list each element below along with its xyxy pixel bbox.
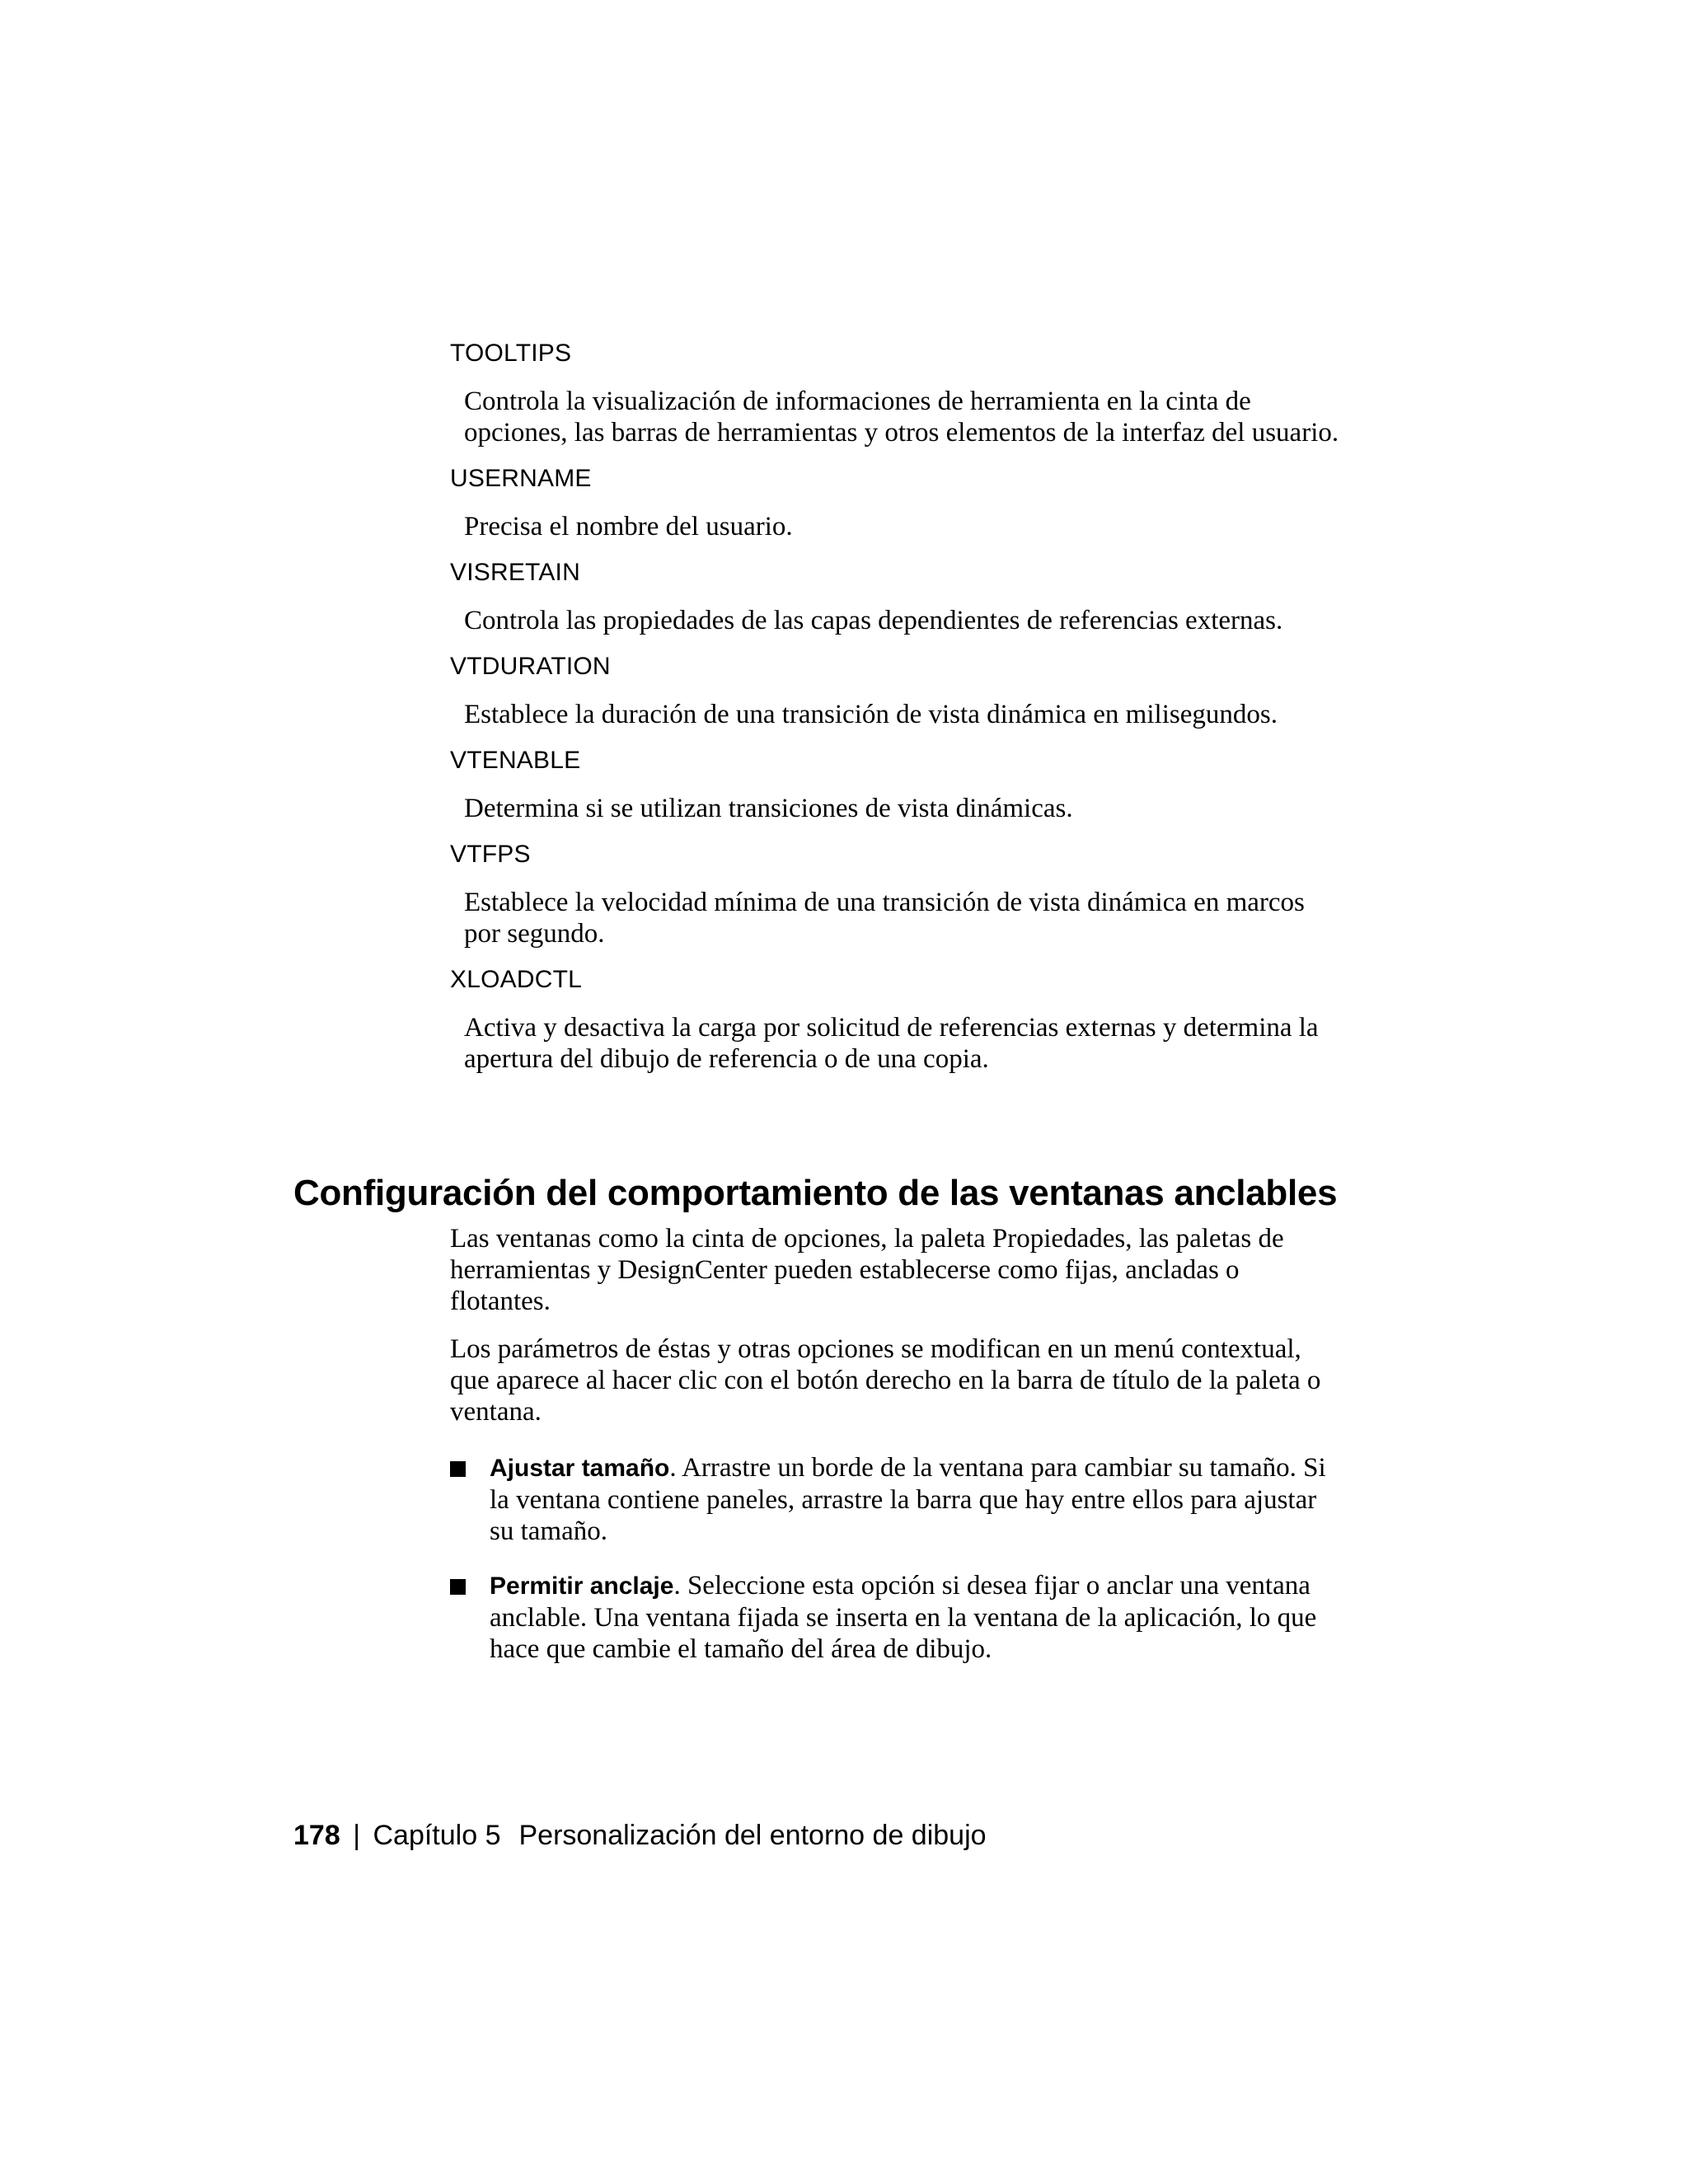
docking-section <box>293 1170 1365 1688</box>
variable-description: Establece la velocidad mínima de una transición de vista dinámica en marcos por segundo. <box>464 888 1305 949</box>
variable-description: Establece la duración de una transición de vista dinámica en milisegundos. <box>464 700 1278 729</box>
variable-entry <box>450 463 1340 542</box>
option-item <box>450 1570 1340 1665</box>
variable-term: VTFPS <box>450 841 531 868</box>
variable-description: Controla la visualización de informaciones de herramienta en la cinta de opciones, las barras de herramientas y otros elementos de la interfaz del usuario. <box>464 387 1339 448</box>
variable-entry <box>450 557 1340 636</box>
variable-description: Controla las propiedades de las capas dependientes de referencias externas. <box>464 606 1283 635</box>
variable-description: Precisa el nombre del usuario. <box>464 512 793 541</box>
variable-description: Activa y desactiva la carga por solicitud de referencias externas y determina la apertura del dibujo de referencia o de una copia. <box>464 1013 1319 1074</box>
option-title: Ajustar tamaño <box>490 1455 670 1482</box>
variable-term: VTDURATION <box>450 653 611 680</box>
variable-entry <box>450 651 1340 730</box>
section-heading: Configuración del comportamiento de las ventanas anclables <box>293 1173 1338 1213</box>
body-paragraph: Los parámetros de éstas y otras opciones se modifican en un menú contextual, que aparece al hacer clic con el botón derecho en la barra de título de la paleta o ventana. <box>450 1334 1321 1427</box>
chapter-title: Personalización del entorno de dibujo <box>518 1820 987 1851</box>
variable-term: XLOADCTL <box>450 966 582 993</box>
chapter-label: Capítulo 5 <box>373 1820 501 1851</box>
variable-term: VTENABLE <box>450 747 581 774</box>
option-title: Permitir anclaje <box>490 1572 674 1600</box>
variable-entry <box>450 964 1340 1075</box>
section-body <box>450 1223 1340 1665</box>
option-item <box>450 1452 1340 1547</box>
option-text: . Seleccione esta opción si desea fijar o anclar una ventana anclable. Una ventana fijada se inserta en la ventana de la aplicación, lo que hace que cambie el tamaño del área de dibujo. <box>490 1571 1317 1664</box>
variable-entry <box>450 745 1340 824</box>
variable-entry <box>450 338 1340 448</box>
page-number: 178 <box>293 1820 340 1851</box>
footer-separator: | <box>353 1820 361 1851</box>
variable-entry <box>450 839 1340 949</box>
option-text: . Arrastre un borde de la ventana para cambiar su tamaño. Si la ventana contiene paneles, arrastre la barra que hay entre ellos para ajustar su tamaño. <box>490 1453 1326 1546</box>
square-bullet-icon <box>450 1579 466 1595</box>
variable-term: TOOLTIPS <box>450 340 572 367</box>
variable-description: Determina si se utilizan transiciones de vista dinámicas. <box>464 794 1073 823</box>
page-footer <box>293 1817 987 1854</box>
body-paragraph: Las ventanas como la cinta de opciones, la paleta Propiedades, las paletas de herramientas y DesignCenter pueden establecerse como fijas, ancladas o flotantes. <box>450 1224 1284 1316</box>
option-list <box>450 1452 1340 1665</box>
square-bullet-icon <box>450 1461 466 1477</box>
variable-term: VISRETAIN <box>450 559 580 586</box>
variable-term: USERNAME <box>450 465 592 492</box>
system-variable-list <box>450 338 1340 1090</box>
